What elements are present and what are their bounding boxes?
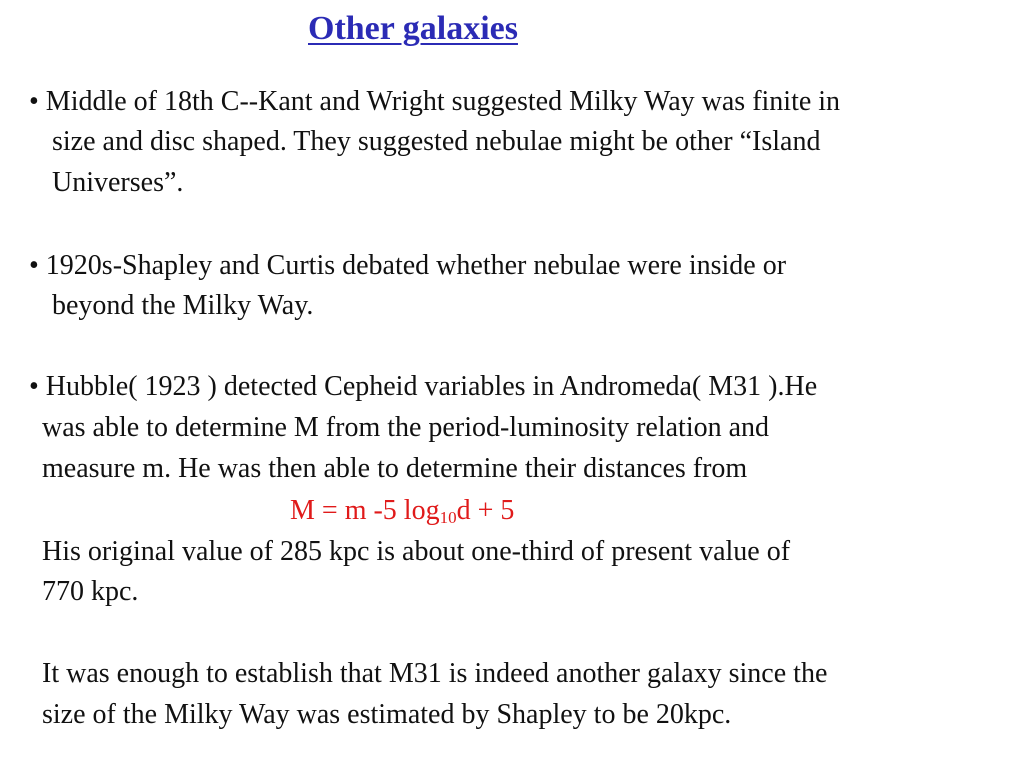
bullet-3-line-2: was able to determine M from the period-luminosity relation and: [42, 412, 770, 443]
closing-line-2: size of the Milky Way was estimated by Shapley to be 20kpc.: [42, 699, 732, 730]
bullet-3-after-formula-line-1: His original value of 285 kpc is about one-third of present value of: [42, 536, 791, 567]
bullet-2-line-1: • 1920s-Shapley and Curtis debated whether nebulae were inside or: [29, 250, 787, 281]
formula-tail: d + 5: [456, 495, 515, 526]
closing-line-1: It was enough to establish that M31 is indeed another galaxy since the: [42, 658, 828, 689]
bullet-1-line-2: size and disc shaped. They suggested nebulae might be other “Island: [52, 126, 821, 157]
bullet-2-line-2: beyond the Milky Way.: [52, 290, 314, 321]
bullet-1-line-3: Universes”.: [52, 167, 184, 198]
slide-title: Other galaxies: [308, 10, 518, 47]
distance-modulus-formula: [290, 497, 514, 525]
formula-main: M = m -5 log: [290, 495, 440, 526]
bullet-1-line-1: • Middle of 18th C--Kant and Wright suggested Milky Way was finite in: [29, 86, 841, 117]
formula-subscript: 10: [439, 508, 457, 527]
bullet-3-line-3: measure m. He was then able to determine their distances from: [42, 453, 748, 484]
bullet-3-line-1: • Hubble( 1923 ) detected Cepheid variables in Andromeda( M31 ).He: [29, 371, 818, 402]
bullet-3-after-formula-line-2: 770 kpc.: [42, 576, 139, 607]
